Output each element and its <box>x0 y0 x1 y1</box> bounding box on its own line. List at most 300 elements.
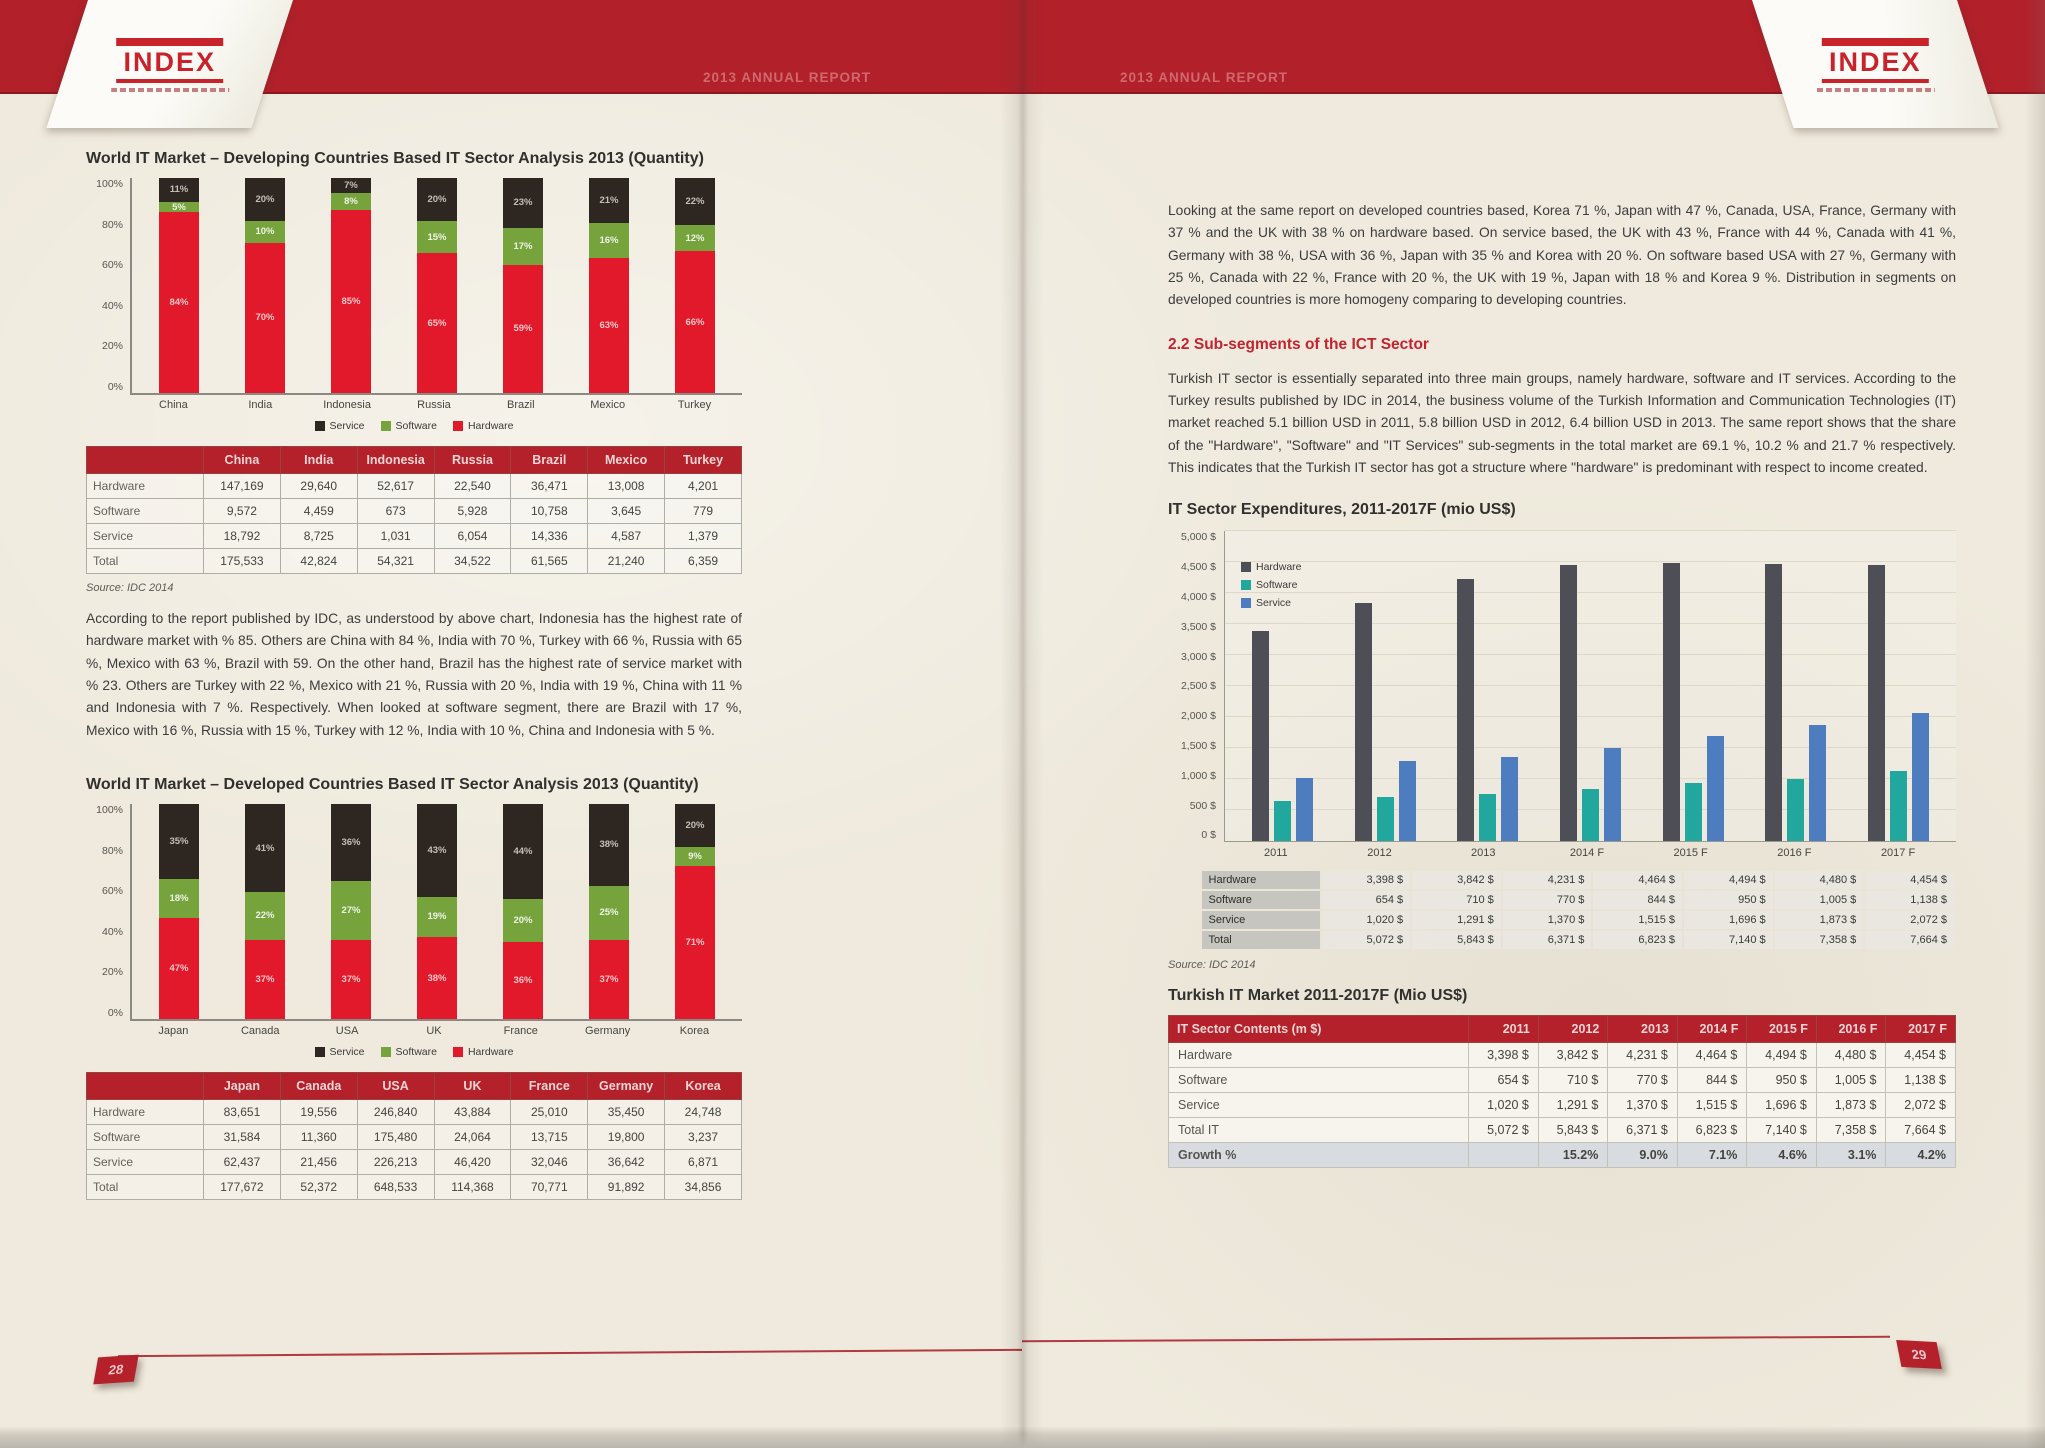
legend-label: Service <box>329 1046 365 1059</box>
bar-group-2013 <box>1457 531 1518 841</box>
table-cell: 1,291 $ <box>1538 1093 1608 1118</box>
bar-segment-hardware: 70% <box>245 243 285 394</box>
table-header-row <box>87 1073 742 1100</box>
page-bottom-edge <box>0 1426 2045 1448</box>
index-logo-wordmark: INDEX <box>116 38 223 83</box>
bar-segment-service: 20% <box>245 178 285 221</box>
table-cell: 175,533 <box>204 549 281 574</box>
stacked-bar-uk <box>417 804 457 1019</box>
x-tick-label: France <box>503 1025 538 1038</box>
section-heading: 2.2 Sub-segments of the ICT Sector <box>1168 335 1429 353</box>
table-cell: 1,696 $ <box>1684 911 1773 929</box>
column-header: Japan <box>204 1073 281 1100</box>
table-row <box>87 499 742 524</box>
stacked-bar-russia <box>417 178 457 393</box>
bar-segment-service: 38% <box>589 804 629 886</box>
x-tick-label: Russia <box>417 399 451 411</box>
table-cell: 1,515 $ <box>1593 911 1682 929</box>
ict-subsegments-paragraph: Turkish IT sector is essentially separated into three main groups, namely hardware, software and IT services. According to the Turkey results published by IDC in 2014, the business volume of the Turkish Information and Communication Technologies (IT) market reached 5.1 billion USD in 2011, 5.8 billion USD in 2012, 6.4 billion USD in 2013. The same report shows that the share of the "Hardware", "Software" and "IT Services" sub-segments in the total market are 69.1 %, 10.2 % and 21.7 % respectively. This indicates that the Turkish IT sector has got a structure where "hardware" is predominant with respect to income created. <box>1168 370 1956 476</box>
bar-hardware <box>1355 603 1372 841</box>
table-cell: 7.1% <box>1677 1143 1747 1168</box>
x-tick-label: Turkey <box>677 399 712 411</box>
row-label: Service <box>87 524 204 549</box>
table-row <box>1169 1068 1956 1093</box>
bar-software <box>1685 783 1702 842</box>
table-cell: 4,231 $ <box>1608 1043 1678 1068</box>
x-tick-label: 2015 F <box>1673 847 1708 860</box>
index-logo <box>111 38 229 92</box>
table-cell: 34,856 <box>665 1175 742 1200</box>
row-label: Software <box>1169 1068 1469 1093</box>
page-right-edge <box>2025 0 2045 1448</box>
table-cell: 6,371 $ <box>1503 931 1592 949</box>
bar-segment-software: 9% <box>675 847 715 866</box>
corner-flap-left <box>46 0 293 128</box>
table-cell: 1,005 $ <box>1816 1068 1886 1093</box>
page-number-right: 29 <box>1896 1340 1942 1369</box>
table-cell: 673 <box>357 499 434 524</box>
table-cell: 36,642 <box>588 1150 665 1175</box>
x-axis-labels <box>1224 842 1956 859</box>
table-cell: 42,824 <box>280 549 357 574</box>
y-tick-label: 100% <box>96 178 123 190</box>
y-tick-label: 0% <box>107 380 123 393</box>
table-row <box>1202 871 1954 889</box>
bar-segment-hardware: 85% <box>331 210 371 393</box>
table-title-turkish-market: Turkish IT Market 2011-2017F (Mio US$) <box>1168 987 1468 1005</box>
table-cell: 770 $ <box>1503 891 1592 909</box>
table-cell: 21,240 <box>588 549 665 574</box>
table-cell: 4,464 $ <box>1677 1043 1747 1068</box>
x-tick-label: 2012 <box>1367 847 1392 860</box>
table-cell: 4,494 $ <box>1747 1043 1817 1068</box>
table-row <box>1169 1093 1956 1118</box>
column-header: France <box>511 1073 588 1100</box>
bar-service <box>1809 725 1826 841</box>
column-header: 2012 <box>1538 1016 1608 1043</box>
table-cell: 7,664 $ <box>1886 1118 1956 1143</box>
column-header: Mexico <box>588 447 665 474</box>
table-cell: 61,565 <box>511 549 588 574</box>
analysis-paragraph-developing: According to the report published by IDC, as understood by above chart, Indonesia has the highest rate of hardware market with % 85. Others are China with 84 %, India with 70 %, Turkey with 66 %, Russia with 65 %, Mexico with 63 %, Brazil with 59. On the other hand, Brazil has the highest rate of service market with % 23. Others are Turkey with 22 %, Mexico with 21 %, Russia with 20 %, India with 19 %, China with 11 % and Indonesia with 7 %. Respectively. When looked at software segment, there are Brazil with 17 %, Mexico with 16 %, Russia with 15 %, Turkey with 12 %, India with 10 %, China and Indonesia with 5 %. <box>86 611 742 738</box>
bar-service <box>1501 757 1518 842</box>
legend-item-hardware <box>453 420 514 432</box>
x-tick-label: 2016 F <box>1777 847 1812 860</box>
table-cell: 226,213 <box>357 1150 434 1175</box>
table-cell: 15.2% <box>1538 1143 1608 1168</box>
column-header: 2016 F <box>1816 1016 1886 1043</box>
table-cell: 1,515 $ <box>1677 1093 1747 1118</box>
x-tick-label: India <box>248 399 273 411</box>
table-cell: 1,291 $ <box>1412 911 1501 929</box>
legend-swatch-service <box>1241 598 1251 608</box>
table-cell: 5,928 <box>434 499 511 524</box>
legend-swatch-software <box>1241 580 1251 590</box>
row-label: Total <box>1202 931 1320 949</box>
bar-software <box>1377 797 1394 841</box>
bar-software <box>1582 789 1599 841</box>
index-logo-tagline <box>1816 88 1934 92</box>
corner-flap-right-inner <box>1773 0 1978 128</box>
bar-group-2017F <box>1868 531 1929 841</box>
legend-swatch-hardware <box>1241 562 1251 572</box>
bar-group-2014F <box>1560 531 1621 841</box>
table-cell: 19,800 <box>588 1125 665 1150</box>
table-cell: 18,792 <box>204 524 281 549</box>
x-tick-label: China <box>159 399 188 411</box>
row-label: Growth % <box>1169 1143 1469 1168</box>
footer-rule-right <box>1022 1336 1890 1343</box>
chart-it-expenditures <box>1168 531 1956 859</box>
table-cell: 43,884 <box>434 1100 511 1125</box>
legend-item-hardware <box>453 1046 514 1058</box>
chart-title-developed: World IT Market – Developed Countries Based IT Sector Analysis 2013 (Quantity) <box>86 776 699 794</box>
column-header: 2015 F <box>1747 1016 1817 1043</box>
plot-area <box>130 804 742 1021</box>
table-cell: 3.1% <box>1816 1143 1886 1168</box>
legend-swatch-service <box>315 1047 325 1057</box>
table-cell: 654 $ <box>1322 891 1411 909</box>
page-left-content <box>86 150 742 1200</box>
column-header: UK <box>434 1073 511 1100</box>
table-cell: 175,480 <box>357 1125 434 1150</box>
table-cell: 24,064 <box>434 1125 511 1150</box>
row-label: Service <box>87 1150 204 1175</box>
table-cell: 147,169 <box>204 474 281 499</box>
bar-segment-service: 35% <box>159 804 199 879</box>
table-it-expenditures <box>1200 869 1956 951</box>
y-tick-label: 40% <box>101 299 123 312</box>
table-header-row <box>1169 1016 1956 1043</box>
table-cell: 648,533 <box>357 1175 434 1200</box>
legend-swatch-service <box>315 421 325 431</box>
table-cell: 4,494 $ <box>1684 871 1773 889</box>
bar-segment-software: 19% <box>417 897 457 938</box>
table-cell: 11,360 <box>280 1125 357 1150</box>
bar-segment-service: 22% <box>675 178 715 225</box>
table-cell: 844 $ <box>1677 1068 1747 1093</box>
bar-segment-hardware: 66% <box>675 251 715 393</box>
x-axis-labels <box>130 1021 742 1037</box>
column-header: Brazil <box>511 447 588 474</box>
legend-swatch-software <box>381 1047 391 1057</box>
table-cell: 21,456 <box>280 1150 357 1175</box>
bar-segment-software: 20% <box>503 899 543 942</box>
table-cell: 779 <box>665 499 742 524</box>
x-tick-label: UK <box>426 1025 442 1038</box>
table-cell: 54,321 <box>357 549 434 574</box>
bar-group-2012 <box>1355 531 1416 841</box>
bar-segment-software: 16% <box>589 223 629 257</box>
table-cell: 4,454 $ <box>1886 1043 1956 1068</box>
table-row <box>1169 1043 1956 1068</box>
bar-segment-service: 7% <box>331 178 371 193</box>
table-cell: 1,370 $ <box>1608 1093 1678 1118</box>
table-cell: 950 $ <box>1747 1068 1817 1093</box>
table-cell: 5,843 $ <box>1538 1118 1608 1143</box>
table-cell: 1,020 $ <box>1322 911 1411 929</box>
x-tick-label: Brazil <box>507 399 535 411</box>
column-header: IT Sector Contents (m $) <box>1169 1016 1469 1043</box>
stacked-bar-korea <box>675 804 715 1019</box>
y-tick-label: 20% <box>101 966 123 979</box>
column-header: Canada <box>280 1073 357 1100</box>
table-cell: 7,140 $ <box>1684 931 1773 949</box>
x-tick-label: Canada <box>240 1025 280 1038</box>
bar-segment-hardware: 38% <box>417 937 457 1019</box>
table-cell: 710 $ <box>1412 891 1501 909</box>
x-tick-label: Japan <box>158 1025 189 1038</box>
table-cell: 6,823 $ <box>1593 931 1682 949</box>
chart-body <box>86 804 742 1021</box>
x-tick-label: 2011 <box>1264 847 1288 860</box>
legend-item-service <box>315 1046 365 1058</box>
table-cell: 9.0% <box>1608 1143 1678 1168</box>
stacked-bar-canada <box>245 804 285 1019</box>
table-cell: 83,651 <box>204 1100 281 1125</box>
table-cell: 710 $ <box>1538 1068 1608 1093</box>
y-tick-label: 500 $ <box>1189 799 1216 812</box>
y-tick-label: 1,500 $ <box>1180 740 1216 753</box>
table-cell: 6,054 <box>434 524 511 549</box>
column-header: India <box>280 447 357 474</box>
table-cell: 52,617 <box>357 474 434 499</box>
table-cell: 25,010 <box>511 1100 588 1125</box>
column-header: 2013 <box>1608 1016 1678 1043</box>
table-cell: 5,843 $ <box>1412 931 1501 949</box>
table-cell: 4,201 <box>665 474 742 499</box>
table-cell: 4,464 $ <box>1593 871 1682 889</box>
bar-hardware <box>1765 564 1782 842</box>
stacked-bar-germany <box>589 804 629 1019</box>
table-cell: 6,823 $ <box>1677 1118 1747 1143</box>
bar-service <box>1604 748 1621 842</box>
y-tick-label: 2,500 $ <box>1180 680 1216 693</box>
table-cell: 6,871 <box>665 1150 742 1175</box>
table-cell: 114,368 <box>434 1175 511 1200</box>
row-label: Software <box>87 499 204 524</box>
table-corner-cell <box>87 447 204 474</box>
page-right-content <box>1168 200 1956 1168</box>
bar-segment-hardware: 37% <box>331 940 371 1020</box>
table-cell: 46,420 <box>434 1150 511 1175</box>
row-label: Hardware <box>1169 1043 1469 1068</box>
stacked-bar-mexico <box>589 178 629 393</box>
bar-segment-software: 17% <box>503 228 543 265</box>
table-row <box>1202 911 1954 929</box>
legend-swatch-hardware <box>453 421 463 431</box>
y-tick-label: 80% <box>101 844 123 857</box>
table-cell: 4.2% <box>1886 1143 1956 1168</box>
table-cell: 4,231 $ <box>1503 871 1592 889</box>
plot-area <box>130 178 742 395</box>
y-tick-label: 0% <box>107 1007 123 1020</box>
table-cell: 31,584 <box>204 1125 281 1150</box>
row-label: Hardware <box>87 1100 204 1125</box>
table-cell: 1,031 <box>357 524 434 549</box>
column-header: China <box>204 447 281 474</box>
table-cell: 1,696 $ <box>1747 1093 1817 1118</box>
bar-segment-software: 10% <box>245 221 285 243</box>
bar-software <box>1890 771 1907 842</box>
x-tick-label: Korea <box>679 1025 710 1038</box>
bar-service <box>1912 713 1929 841</box>
table-cell: 3,398 $ <box>1322 871 1411 889</box>
bar-segment-service: 20% <box>675 804 715 847</box>
table-cell: 4.6% <box>1747 1143 1817 1168</box>
chart-developed-countries <box>86 804 742 1058</box>
row-label: Total <box>87 1175 204 1200</box>
bar-hardware <box>1663 563 1680 842</box>
index-logo-wordmark: INDEX <box>1822 38 1929 83</box>
y-tick-label: 0 $ <box>1201 829 1216 842</box>
table-cell: 5,072 $ <box>1322 931 1411 949</box>
table-cell: 4,480 $ <box>1816 1043 1886 1068</box>
x-axis-labels <box>130 395 742 411</box>
table-cell: 1,138 $ <box>1865 891 1954 909</box>
index-logo-tagline <box>111 88 229 92</box>
legend-label: Hardware <box>1256 561 1302 574</box>
row-label: Total <box>87 549 204 574</box>
column-header: Russia <box>434 447 511 474</box>
stacked-bar-japan <box>159 804 199 1019</box>
table-cell: 9,572 <box>204 499 281 524</box>
bar-segment-hardware: 36% <box>503 942 543 1019</box>
source-note: Source: IDC 2014 <box>1168 959 1256 972</box>
table-developed-countries <box>86 1072 742 1200</box>
table-cell: 13,715 <box>511 1125 588 1150</box>
table-cell: 2,072 $ <box>1886 1093 1956 1118</box>
table-cell: 14,336 <box>511 524 588 549</box>
bar-segment-hardware: 84% <box>159 212 199 393</box>
table-cell: 1,873 $ <box>1775 911 1864 929</box>
y-tick-label: 5,000 $ <box>1180 531 1216 544</box>
y-tick-label: 4,000 $ <box>1180 591 1216 604</box>
bar-software <box>1274 801 1291 842</box>
bar-segment-hardware: 65% <box>417 253 457 393</box>
row-label: Software <box>1202 891 1320 909</box>
y-tick-label: 4,500 $ <box>1180 561 1216 574</box>
table-cell: 70,771 <box>511 1175 588 1200</box>
stacked-bar-turkey <box>675 178 715 393</box>
x-tick-label: USA <box>335 1025 359 1038</box>
table-cell: 7,664 $ <box>1865 931 1954 949</box>
legend-label: Hardware <box>467 420 514 432</box>
table-cell: 770 $ <box>1608 1068 1678 1093</box>
bar-hardware <box>1457 579 1474 841</box>
table-cell: 6,359 <box>665 549 742 574</box>
legend-item-software <box>381 420 437 432</box>
table-cell: 654 $ <box>1469 1068 1539 1093</box>
chart-body <box>86 178 742 395</box>
bar-segment-service: 11% <box>159 178 199 202</box>
bar-service <box>1399 761 1416 841</box>
stacked-bar-france <box>503 804 543 1019</box>
table-cell <box>1469 1143 1539 1168</box>
chart-body <box>1168 531 1956 842</box>
bar-segment-software: 8% <box>331 193 371 210</box>
y-tick-label: 20% <box>101 340 123 353</box>
bar-segment-software: 5% <box>159 202 199 213</box>
table-cell: 2,072 $ <box>1865 911 1954 929</box>
column-header: Indonesia <box>357 447 434 474</box>
table-cell: 3,645 <box>588 499 665 524</box>
bar-segment-software: 22% <box>245 892 285 939</box>
bar-segment-service: 23% <box>503 178 543 228</box>
table-cell: 19,556 <box>280 1100 357 1125</box>
table-cell: 35,450 <box>588 1100 665 1125</box>
stacked-bar-brazil <box>503 178 543 393</box>
y-tick-label: 60% <box>101 885 123 898</box>
row-label: Hardware <box>87 474 204 499</box>
table-row <box>87 1100 742 1125</box>
bar-segment-hardware: 71% <box>675 866 715 1019</box>
x-tick-label: Indonesia <box>323 399 371 411</box>
bar-segment-service: 44% <box>503 804 543 899</box>
table-cell: 3,842 $ <box>1538 1043 1608 1068</box>
legend-item-software <box>381 1046 437 1058</box>
table-cell: 950 $ <box>1684 891 1773 909</box>
table-cell: 4,459 <box>280 499 357 524</box>
table-header-row <box>87 447 742 474</box>
source-note: Source: IDC 2014 <box>86 582 174 594</box>
bar-segment-software: 18% <box>159 879 199 918</box>
bar-segment-software: 27% <box>331 881 371 939</box>
bar-hardware <box>1560 565 1577 842</box>
table-row <box>87 1125 742 1150</box>
legend-item-service <box>315 420 365 432</box>
column-header: 2014 F <box>1677 1016 1747 1043</box>
row-label: Service <box>1169 1093 1469 1118</box>
bar-segment-service: 20% <box>417 178 457 221</box>
legend-swatch-software <box>381 421 391 431</box>
analysis-paragraph-developed: Looking at the same report on developed countries based, Korea 71 %, Japan with 47 %, Canada, USA, France, Germany with 37 % and the UK with 38 % on hardware based. On service based, the UK with 43 %, France with 44 %, Canada with 41 %, Germany with 38 %, USA with 36 %, Japan with 35 % and Korea with 20 %. On software based USA with 27 %, Germany with 25 %, Canada with 22 %, France with 20 %, the UK with 19 %, Japan with 18 % and Korea 9 %. Distribution in segments on developed countries is more homogeny comparing to developing countries. <box>1168 203 1956 308</box>
chart-title-developing: World IT Market – Developing Countries Based IT Sector Analysis 2013 (Quantity) <box>86 150 704 167</box>
table-cell: 6,371 $ <box>1608 1118 1678 1143</box>
table-cell: 1,138 $ <box>1886 1068 1956 1093</box>
plot-area <box>1224 531 1956 842</box>
table-cell: 3,398 $ <box>1469 1043 1539 1068</box>
table-cell: 34,522 <box>434 549 511 574</box>
y-tick-label: 2,000 $ <box>1180 710 1216 723</box>
column-header: 2011 <box>1469 1016 1539 1043</box>
bar-segment-hardware: 37% <box>245 940 285 1020</box>
index-logo <box>1816 38 1934 92</box>
bar-segment-software: 15% <box>417 221 457 253</box>
column-header: Turkey <box>665 447 742 474</box>
x-tick-label: 2013 <box>1471 847 1496 860</box>
table-cell: 4,587 <box>588 524 665 549</box>
bar-service <box>1707 736 1724 841</box>
bar-group-2016F <box>1765 531 1826 841</box>
y-axis <box>1168 531 1224 841</box>
table-cell: 62,437 <box>204 1150 281 1175</box>
legend-label: Hardware <box>467 1046 514 1059</box>
table-corner-cell <box>87 1073 204 1100</box>
x-tick-label: Mexico <box>590 399 626 411</box>
table-cell: 844 $ <box>1593 891 1682 909</box>
table-cell: 52,372 <box>280 1175 357 1200</box>
bar-group-2015F <box>1663 531 1724 841</box>
table-cell: 4,480 $ <box>1775 871 1864 889</box>
table-row <box>87 1175 742 1200</box>
table-cell: 177,672 <box>204 1175 281 1200</box>
row-label: Service <box>1202 911 1320 929</box>
table-row <box>87 524 742 549</box>
chart-title-expenditures: IT Sector Expenditures, 2011-2017F (mio US$) <box>1168 501 1516 519</box>
table-cell: 7,140 $ <box>1747 1118 1817 1143</box>
table-cell: 1,370 $ <box>1503 911 1592 929</box>
